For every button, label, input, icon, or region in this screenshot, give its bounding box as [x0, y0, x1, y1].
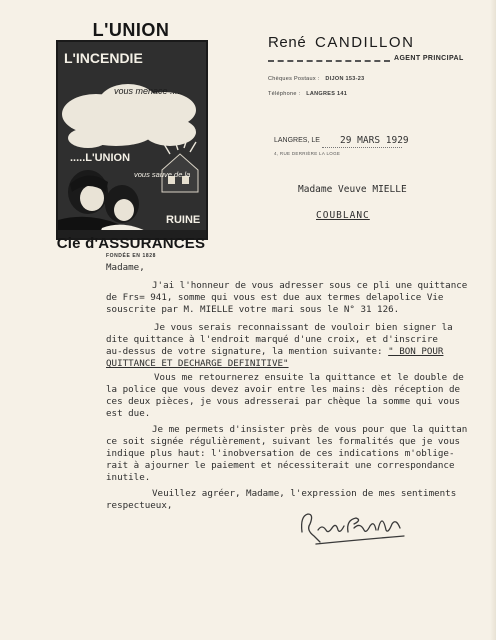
body-text: au-dessus de votre signature, la mention suivante: [106, 346, 383, 357]
body-line: Vous me retournerez ensuite la quittance et le double de [154, 372, 464, 383]
emblem-brand-title: L'UNION [92, 20, 170, 40]
salutation: Madame, [106, 262, 145, 273]
insurance-emblem [52, 20, 210, 259]
mention-part1: " BON POUR [388, 346, 444, 357]
telephone [268, 91, 347, 97]
body-line: rait à ajourner le paiement et nécessiterait une correspondance [106, 460, 455, 471]
telephone-label: Téléphone : [268, 91, 301, 97]
agent-role: AGENT PRINCIPAL [394, 55, 464, 62]
handwritten-signature [296, 502, 408, 548]
header-rule [268, 60, 390, 62]
body-line: souscrite par M. MIELLE votre mari sous le N° 31 126. [106, 304, 400, 315]
body-line: dite quittance à l'endroit marqué d'une croix, et d'inscrire [106, 334, 438, 345]
place-label: LANGRES, LE [274, 137, 320, 144]
emblem-line-threat: vous menace ..... [114, 86, 183, 96]
closing-line: respectueux, [106, 500, 173, 511]
agent-first-name: René [268, 34, 307, 51]
body-line: la police que vous devez avoir entre les mains: dès réception de [106, 384, 461, 395]
body-line: indique plus haut: l'inobversation de ces indications m'oblige- [106, 448, 455, 459]
postal-cheques [268, 76, 364, 82]
agent-address: 4, RUE DERRIÈRE LA LOGE [274, 151, 341, 156]
body-line: ces deux pièces, je vous adresserai par chèque la somme qui vous [106, 396, 461, 407]
emblem-line-ruin: RUINE [166, 214, 201, 226]
mention-part2: QUITTANCE ET DECHARGE DEFINITIVE" [106, 358, 289, 369]
letter-date: 29 MARS 1929 [340, 135, 409, 146]
company-name: Cie d'ASSURANCES [56, 235, 206, 252]
date-dotted-line [322, 147, 402, 148]
postal-cheques-label: Chèques Postaux : [268, 76, 320, 82]
telephone-value: LANGRES 141 [306, 91, 348, 97]
body-line: de Frs= 941, somme qui vous est due aux termes delapolice Vie [106, 292, 444, 303]
emblem-line-fire: L'INCENDIE [64, 50, 143, 66]
emblem-line-saves: vous sauve de la [134, 170, 191, 179]
emblem-illustration [56, 40, 208, 240]
agent-last-name: CANDILLON [315, 34, 415, 51]
body-line [106, 346, 443, 357]
body-line: Je me permets d'insister près de vous pour que la quittan [152, 424, 468, 435]
closing-line: Veuillez agréer, Madame, l'expression de mes sentiments [152, 488, 457, 499]
body-line: Je vous serais reconnaissant de vouloir bien signer la [154, 322, 453, 333]
body-line: inutile. [106, 472, 151, 483]
fire-rescue-illustration [58, 42, 206, 238]
postal-cheques-value: DIJON 153-23 [325, 76, 365, 82]
body-line: est due. [106, 408, 151, 419]
recipient-town: COUBLANC [316, 210, 370, 221]
founded-year: FONDÉE EN 1828 [105, 253, 157, 259]
agent-name [268, 34, 458, 51]
emblem-line-union: .....L'UNION [70, 152, 131, 164]
body-line: ce soit signée régulièrement, suivant les formalités que je vous [106, 436, 461, 447]
paper-edge-shadow [490, 0, 496, 640]
body-line: J'ai l'honneur de vous adresser sous ce pli une quittance [152, 280, 468, 291]
recipient-name: Madame Veuve MIELLE [298, 184, 407, 195]
